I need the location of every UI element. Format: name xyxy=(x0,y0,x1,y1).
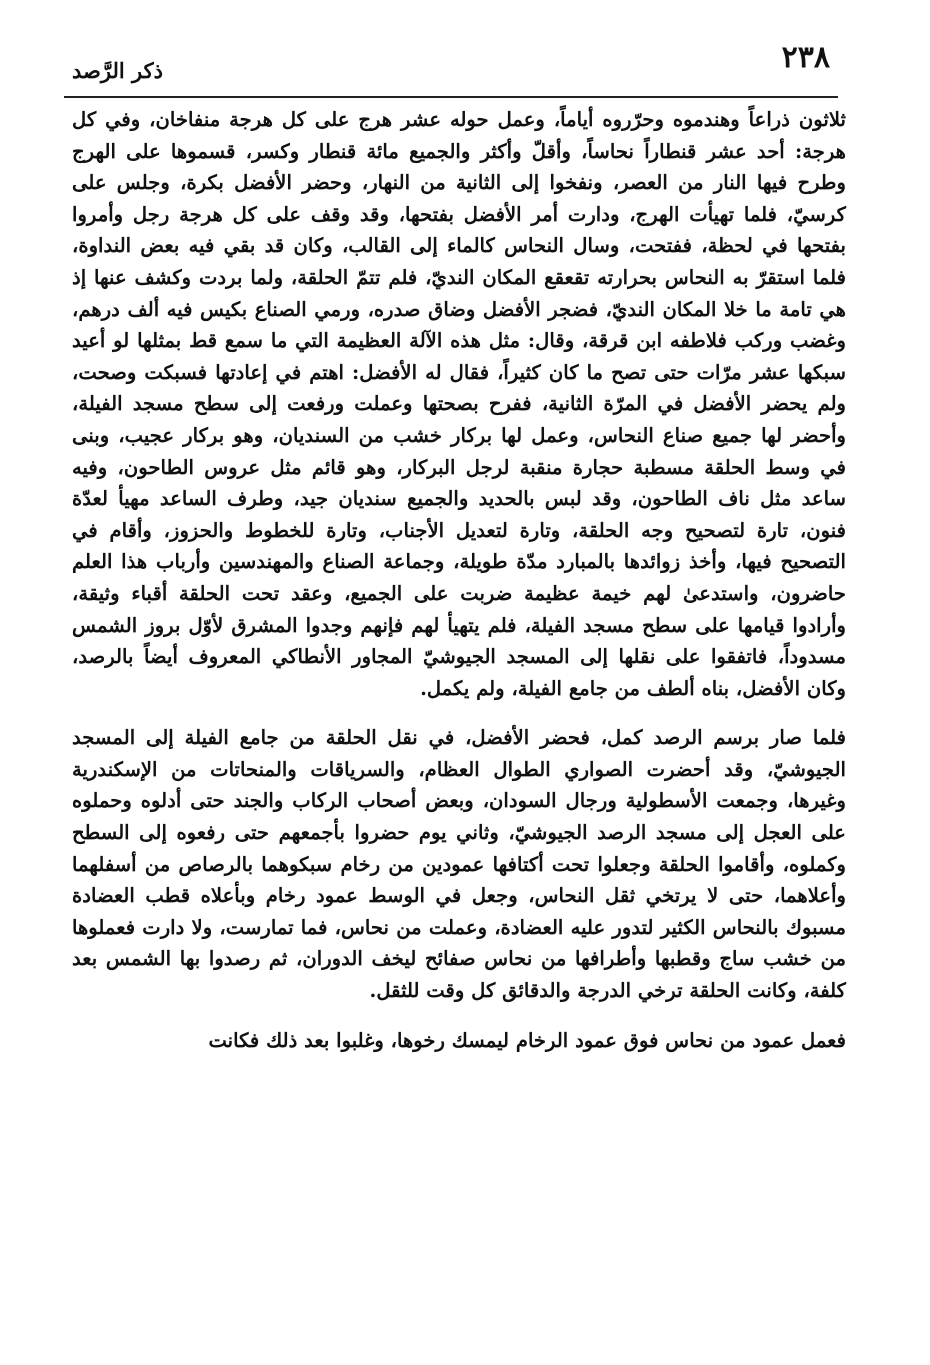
paragraph-1: ثلاثون ذراعاً وهندموه وحرّروه أياماً، وعمل حوله عشر هرج على كل هرجة منفاخان، وفي كل هرجة: أحد عشر قنطاراً نحاساً، وأقلّ وأكثر والجميع مائة قنطار وكسر، قسموها على الهرج وطرح فيها النار من العصر، ونفخوا إلى الثانية من النهار، وحضر الأفضل بكرة، وجلس على كرسيّ، فلما تهيأت الهرج، ودارت أمر الأفضل بفتحها، وقد وقف على كل هرجة رجل وأمروا بفتحها في لحظة، ففتحت، وسال النحاس كالماء إلى القالب، وكان قد بقي فيه بعض النداوة، فلما استقرّ به النحاس بحرارته تقعقع المكان النديّ، فلم تتمّ الحلقة، ولما بردت وكشف عنها إذ هي تامة ما خلا المكان النديّ، فضجر الأفضل وضاق صدره، ورمي الصناع بكيس فيه ألف درهم، وغضب وركب فلاطفه ابن قرقة، وقال: مثل هذه الآلة العظيمة التي ما سمع قط بمثلها لو أعيد سبكها عشر مرّات حتى تصح ما كان كثيراً، فقال له الأفضل: اهتم في إعادتها فسبكت وصحت، ولم يحضر الأفضل في المرّة الثانية، ففرح بصحتها وعملت ورفعت إلى سطح مسجد الفيلة، وأحضر لها جميع صناع النحاس، وعمل لها بركار خشب من السنديان، وهو بركار عجيب، وبنى في وسط الحلقة مسطبة حجارة منقبة لرجل البركار، وهو قائم مثل عروس الطاحون، وفيه ساعد مثل ناف الطاحون، وقد لبس بالحديد والجميع سنديان جيد، وطرف الساعد مهيأ لعدّة فنون، تارة لتصحيح وجه الحلقة، وتارة لتعديل الأجناب، وتارة للخطوط والحزوز، وأقام في التصحيح فيها، وأخذ زوائدها بالمبارد مدّة طويلة، وجماعة الصناع والمهندسين وأرباب هذا العلم حاضرون، واستدعىٰ لهم خيمة عظيمة ضربت على الجميع، وعقد تحت الحلقة أقباء وثيقة، وأرادوا قيامها على سطح مسجد الفيلة، فلم يتهيأ لهم فإنهم وجدوا المشرق لأوّل بروز الشمس مسدوداً، فاتفقوا على نقلها إلى المسجد الجيوشيّ المجاور الأنطاكي المعروف أيضاً بالرصد، وكان الأفضل، بناه ألطف من جامع الفيلة، ولم يكمل. xyxy=(72,108,846,700)
page-header xyxy=(64,40,838,96)
running-title: ذكر الرَّصد xyxy=(72,58,163,83)
header-rule xyxy=(64,96,838,98)
body-text xyxy=(72,104,846,1056)
paragraph-3: فعمل عمود من نحاس فوق عمود الرخام ليمسك رخوها، وغلبوا بعد ذلك فكانت xyxy=(208,1028,846,1052)
page-number: ٢٣٨ xyxy=(781,40,830,75)
paragraph-2: فلما صار برسم الرصد كمل، فحضر الأفضل، في نقل الحلقة من جامع الفيلة إلى المسجد الجيوشيّ، وقد أحضرت الصواري الطوال العظام، والسرياقات والمنحاتات من الإسكندرية وغيرها، وجمعت الأسطولية ورجال السودان، وبعض أصحاب الركاب والجند حتى أدلوه وحملوه على العجل إلى مسجد الرصد الجيوشيّ، وثاني يوم حضروا بأجمعهم حتى رفعوه إلى السطح وكملوه، وأقاموا الحلقة وجعلوا تحت أكتافها عمودين من رخام سبكوهما بالرصاص من أسفلهما وأعلاهما، حتى لا يرتخي ثقل النحاس، وجعل في الوسط عمود رخام وبأعلاه قطب العضادة مسبوك بالنحاس الكثير لتدور عليه العضادة، وعملت من نحاس، فما تمارست، ولا دارت فعملوها من خشب ساج وقطبها وأطرافها من نحاس صفائح ليخف الدوران، ثم رصدوا بها الشمس بعد كلفة، وكانت الحلقة ترخي الدرجة والدقائق كل وقت للثقل. xyxy=(72,726,846,1003)
